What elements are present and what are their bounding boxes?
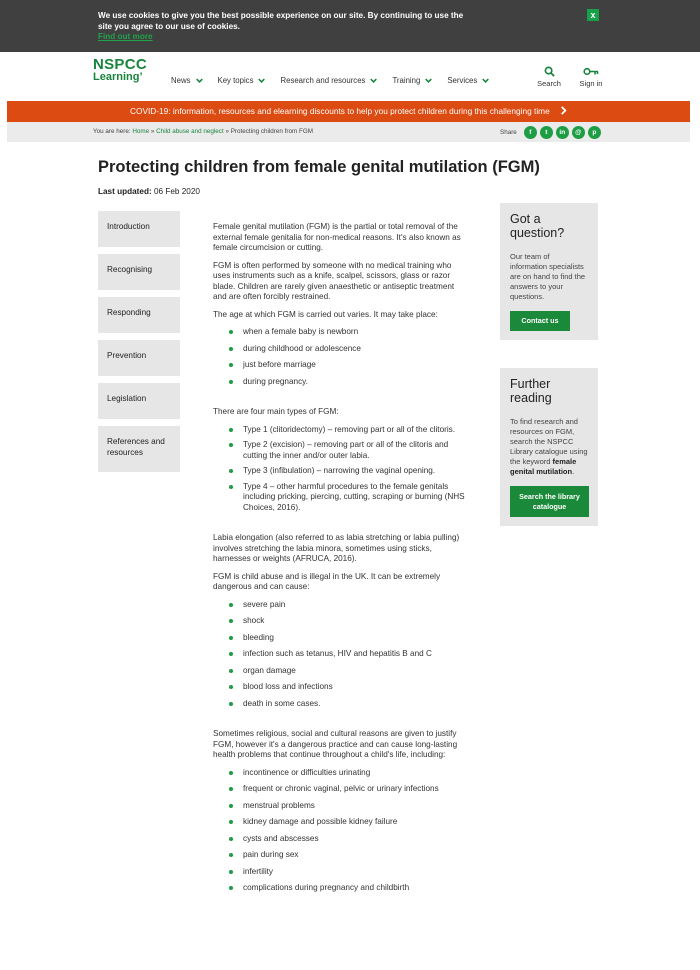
health-list [229,768,468,894]
search-icon [544,66,555,77]
cookie-find-out-more-link[interactable]: Find out more [98,32,153,41]
email-icon[interactable]: @ [572,126,585,139]
list-item: infection such as tetanus, HIV and hepatitis B and C [229,649,468,660]
list-item: death in some cases. [229,699,468,710]
print-icon[interactable]: p [588,126,601,139]
further-reading-text: To find research and resources on FGM, search the NSPCC Library catalogue using the keyword female genital mutilation. [510,417,588,476]
cookie-banner [0,0,700,52]
chevron-down-icon [482,77,489,84]
nav-label: Services [447,76,478,85]
list-item: infertility [229,867,468,878]
nav-label: Training [392,76,421,85]
section-nav-prevention[interactable]: Prevention [98,340,180,376]
spacer [213,393,468,407]
sign-in-label: Sign in [579,79,603,88]
list-item: during pregnancy. [229,377,468,388]
article-body [213,222,468,900]
list-item: shock [229,616,468,627]
spacer [213,519,468,533]
list-item: pain during sex [229,850,468,861]
list-item: Type 2 (excision) – removing part or all of the clitoris and cutting the inner and/or outer labia. [229,440,468,461]
last-updated-date: 06 Feb 2020 [153,187,200,196]
section-nav-references[interactable]: References and resources [98,426,180,472]
section-nav-legislation[interactable]: Legislation [98,383,180,419]
list-item: Type 1 (clitoridectomy) – removing part or all of the clitoris. [229,425,468,436]
twitter-icon[interactable]: t [540,126,553,139]
paragraph: FGM is often performed by someone with no medical training who uses instruments such as a knife, scalpel, scissors, glass or razor blade. Children are rarely given anaesthetic or antiseptic treatment and are often forcibly restrained. [213,260,455,301]
further-reading-title: Further reading [510,377,552,405]
breadcrumb-separator: » [225,128,229,135]
search-library-button[interactable]: Search the library catalogue [510,486,589,517]
nav-news[interactable] [171,76,203,85]
share-bar [500,126,601,139]
list-item: just before marriage [229,360,468,371]
list-item: bleeding [229,633,468,644]
search-button[interactable] [529,66,569,88]
logo-subtitle: Learning’ [93,71,143,83]
list-item: frequent or chronic vaginal, pelvic or urinary infections [229,784,468,795]
spacer [213,715,468,729]
logo-wordmark: NSPCC [93,56,148,73]
section-nav-recognising[interactable]: Recognising [98,254,180,290]
last-updated-label: Last updated: [98,187,152,196]
keyword: female genital mutilation [510,457,577,476]
nav-key-topics[interactable] [218,76,266,85]
section-nav [98,211,180,479]
key-icon [583,66,599,77]
cookie-close-button[interactable]: x [587,9,599,21]
list-item: blood loss and infections [229,682,468,693]
section-nav-responding[interactable]: Responding [98,297,180,333]
nav-training[interactable] [392,76,432,85]
question-card-text: Our team of information specialists are on hand to find the answers to your questions. [510,252,586,301]
list-item: kidney damage and possible kidney failure [229,817,468,828]
covid-banner-text: COVID-19: information, resources and elearning discounts to help you protect children during this challenging time [130,106,550,116]
paragraph: Labia elongation (also referred to as labia stretching or labia pulling) involves stretching the labia minora, sometimes using sticks, harnesses or weights (AFRUCA, 2016). [213,533,460,563]
paragraph: FGM is child abuse and is illegal in the UK. It can be extremely dangerous and can cause: [213,571,441,591]
breadcrumb-current: Protecting children from FGM [230,128,313,135]
paragraph: Sometimes religious, social and cultural reasons are given to justify FGM, however it's a dangerous practice and can cause long-lasting health problems that continue throughout a child's life, including: [213,729,458,759]
sign-in-button[interactable] [571,66,611,88]
types-list [229,425,468,514]
list-item: severe pain [229,600,468,611]
nspcc-learning-logo[interactable] [93,57,147,84]
further-reading-card [500,368,598,526]
list-item: incontinence or difficulties urinating [229,768,468,779]
chevron-down-icon [425,77,432,84]
breadcrumb-home[interactable]: Home [132,128,150,135]
last-updated [98,187,200,196]
nav-label: News [171,76,191,85]
list-item: cysts and abscesses [229,834,468,845]
nav-label: Key topics [217,76,254,85]
chevron-down-icon [196,77,203,84]
nav-services[interactable] [447,76,489,85]
list-item: when a female baby is newborn [229,327,468,338]
facebook-icon[interactable]: f [524,126,537,139]
chevron-down-icon [258,77,265,84]
list-item: Type 4 – other harmful procedures to the female genitals including pricking, piercing, cutting, scraping or burning (NHS Choices, 2016). [229,482,468,514]
paragraph: Female genital mutilation (FGM) is the partial or total removal of the external female genitalia for non-medical reasons. It's also known as female circumcision or cutting. [213,222,461,252]
paragraph: There are four main types of FGM: [213,407,339,416]
breadcrumb-prefix: You are here: [93,128,131,135]
covid-banner-link[interactable] [7,101,690,122]
chevron-right-icon [560,106,567,115]
nav-label: Research and resources [280,76,366,85]
page-title: Protecting children from female genital mutilation (FGM) [98,158,540,176]
main-nav [171,76,504,85]
paragraph: The age at which FGM is carried out varies. It may take place: [213,309,438,319]
list-item: Type 3 (infibulation) – narrowing the vaginal opening. [229,466,468,477]
chevron-down-icon [370,77,377,84]
share-label: Share [500,129,517,136]
search-label: Search [537,79,561,88]
section-nav-introduction[interactable]: Introduction [98,211,180,247]
breadcrumb-section[interactable]: Child abuse and neglect [156,128,224,135]
cookie-message: We use cookies to give you the best possible experience on our site. By continuing to use the site you agree to our use of cookies. [98,11,464,31]
breadcrumb-bar [7,122,690,142]
nav-research-and-resources[interactable] [280,76,377,85]
danger-list [229,600,468,710]
question-card-title: Got a question? [510,212,565,240]
list-item: during childhood or adolescence [229,344,468,355]
contact-us-button[interactable]: Contact us [510,311,570,331]
question-card [500,203,598,340]
linkedin-icon[interactable]: in [556,126,569,139]
age-list [229,327,468,387]
breadcrumb-separator: » [150,128,155,135]
list-item: menstrual problems [229,801,468,812]
breadcrumb [93,128,313,135]
list-item: complications during pregnancy and childbirth [229,883,468,894]
list-item: organ damage [229,666,468,677]
